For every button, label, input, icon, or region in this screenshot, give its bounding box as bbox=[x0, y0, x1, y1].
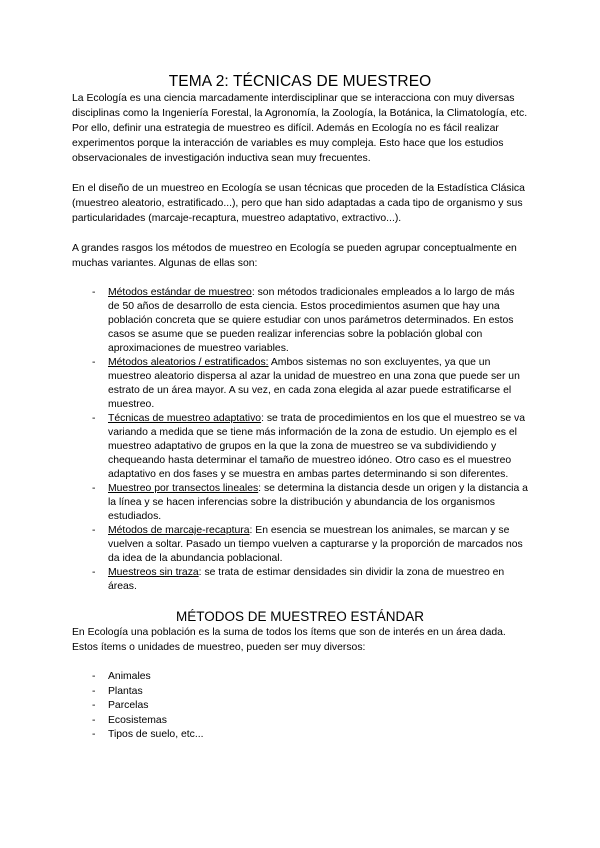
list-item bbox=[72, 356, 528, 412]
method-description: : se determina la distancia desde un origen y la distancia a la línea y se hacen inferencias sobre la distribución y abundancia de los organismos estudiados. bbox=[108, 483, 528, 522]
method-description: : se trata de estimar densidades sin dividir la zona de muestreo en áreas. bbox=[108, 567, 505, 592]
method-description: : se trata de procedimientos en los que el muestreo se va variando a medida que se tiene más información de la zona de estudio. Un ejemplo es el muestreo adaptativo de grupos en la que la zona de muestreo se va subdividiendo y chequeando hasta determinar el tamaño de muestreo idóneo. Otro caso es el muestreo adaptativo en dos fases y se muestra en ambas partes determinando si son diferentes. bbox=[108, 413, 526, 480]
intro-paragraph: A grandes rasgos los métodos de muestreo en Ecología se pueden agrupar conceptualmente en muchas variantes. Algunas de ellas son: bbox=[72, 243, 517, 269]
intro-paragraph: En el diseño de un muestreo en Ecología se usan técnicas que proceden de la Estadística Clásica (muestreo aleatorio, estratificado...), pero que han sido adaptadas a cada tipo de organismo y sus particularidades (marcaje-recaptura, muestreo adaptativo, extractivo...). bbox=[72, 183, 525, 224]
list-item bbox=[72, 524, 528, 566]
list-item bbox=[72, 412, 528, 482]
list-item bbox=[72, 566, 528, 594]
method-term: Métodos aleatorios / estratificados: bbox=[108, 357, 269, 368]
list-item: - Animales bbox=[72, 670, 528, 685]
method-description: Ambos sistemas no son excluyentes, ya que un muestreo aleatorio dispersa al azar la unidad de muestreo en una zona que puede ser un estrato de un área mayor. A su vez, en cada zona elegida al azar puede estratificarse el muestreo. bbox=[108, 357, 520, 410]
method-description: : son métodos tradicionales empleados a lo largo de más de 50 años de desarrollo de esta ciencia. Estos procedimientos asumen que hay una población concreta que se quiere estudiar con unos parámetros determinados. En estos casos se asume que se pueden realizar inferencias sobre la población global con aproximaciones de muestreo variables. bbox=[108, 287, 515, 354]
list-item bbox=[72, 286, 528, 356]
method-term: Muestreo por transectos lineales bbox=[108, 483, 259, 494]
intro-paragraph: La Ecología es una ciencia marcadamente interdisciplinar que se interacciona con muy diversas disciplinas como la Ingeniería Forestal, la Agronomía, la Zoología, la Botánica, la Climatología, etc. Por ello, definir una estrategia de muestreo es difícil. Además en Ecología no es fácil realizar experimentos porque la interacción de variables es muy compleja. Esto hace que los estudios observacionales de investigación inductiva sean muy frecuentes. bbox=[72, 93, 528, 164]
section-paragraph: En Ecología una población es la suma de todos los ítems que son de interés en un área dada. Estos ítems o unidades de muestreo, pueden ser muy diversos: bbox=[72, 627, 506, 653]
section-heading: MÉTODOS DE MUESTREO ESTÁNDAR bbox=[175, 609, 425, 624]
method-term: Técnicas de muestreo adaptativo bbox=[108, 413, 262, 424]
list-item: - Parcelas bbox=[72, 699, 528, 714]
method-term: Métodos estándar de muestreo bbox=[108, 287, 252, 298]
method-term: Muestreos sin traza bbox=[108, 567, 199, 578]
page-title: TEMA 2: TÉCNICAS DE MUESTREO bbox=[168, 73, 432, 90]
document-content bbox=[72, 73, 528, 743]
method-description: : En esencia se muestrean los animales, se marcan y se vuelven a soltar. Pasado un tiempo vuelven a capturarse y la proporción de marcados nos da idea de la abundancia poblacional. bbox=[108, 525, 523, 564]
method-term: Métodos de marcaje-recaptura bbox=[108, 525, 250, 536]
list-item bbox=[72, 482, 528, 524]
list-item: - Plantas bbox=[72, 685, 528, 700]
list-item: - Ecosistemas bbox=[72, 714, 528, 729]
sampling-units-list bbox=[72, 670, 528, 743]
list-item: - Tipos de suelo, etc... bbox=[72, 728, 528, 743]
methods-list bbox=[72, 286, 528, 594]
